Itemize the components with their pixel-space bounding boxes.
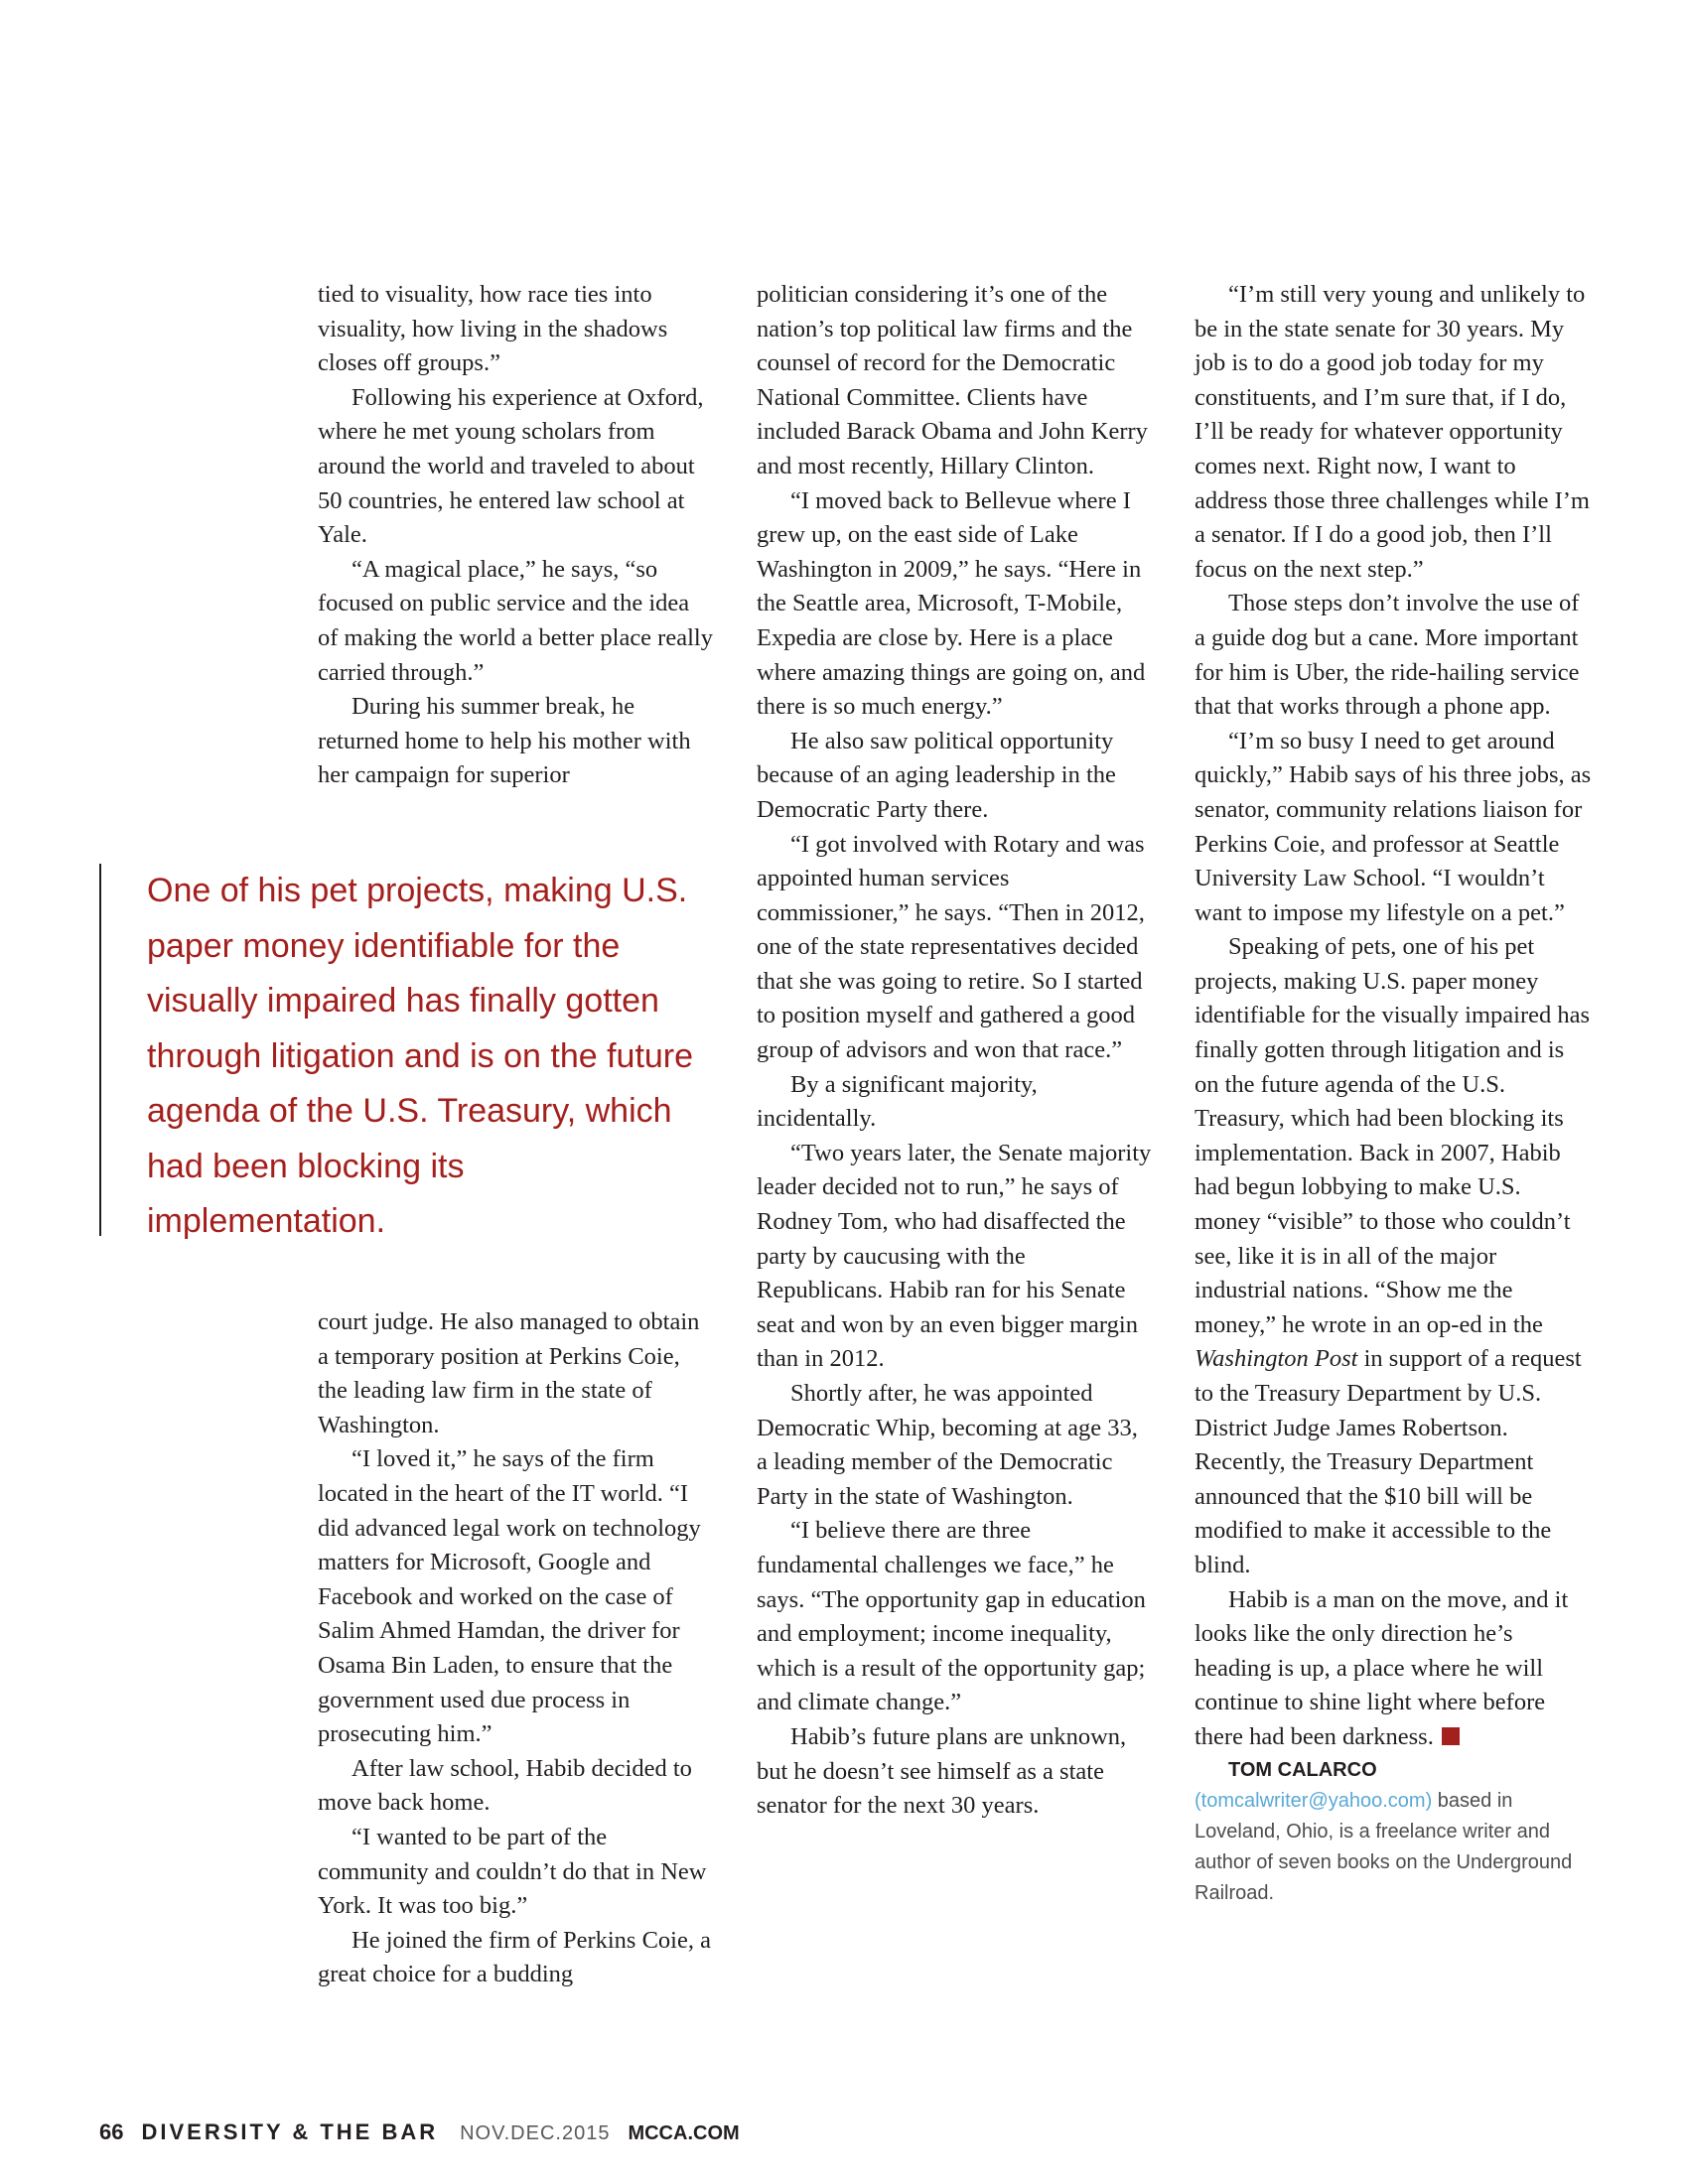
paragraph: By a significant majority, incidentally. [757,1070,1038,1133]
paragraph: “I loved it,” he says of the firm located in the heart of the IT world. “I did advanced legal work on technology matters for Microsoft, Google and Facebook and worked on the case of Salim Ahmed Hamdan, the driver for Osama Bin Laden, to ensure that the government used due process in prosecuting him.” [318,1445,701,1748]
article-column-1-top [318,278,715,793]
paragraph: “I’m so busy I need to get around quickly,” Habib says of his three jobs, as senator, community relations liaison for Perkins Coie, and professor at Seattle University Law School. “I wouldn’t want to impose my lifestyle on a pet.” [1195,727,1592,926]
paragraph-text: in support of a request to the Treasury Department by U.S. District Judge James Robertson. Recently, the Treasury Department announced that the $10 bill will be modified to make it accessible to the blind. [1195,1345,1582,1578]
author-email-link[interactable]: (tomcalwriter@yahoo.com) [1195,1789,1433,1812]
paragraph: He joined the firm of Perkins Coie, a great choice for a budding [318,1926,711,1988]
magazine-title: DIVERSITY & THE BAR [141,2119,439,2144]
paragraph: “Two years later, the Senate majority leader decided not to run,” he says of Rodney Tom, who had disaffected the party by caucusing with the Republicans. Habib ran for his Senate seat and won by an even bigger margin than in 2012. [757,1139,1152,1373]
paragraph: During his summer break, he returned home to help his mother with her campaign for superior [318,693,691,789]
paragraph: “A magical place,” he says, “so focused on public service and the idea of making the world a better place really carried through.” [318,555,713,686]
paragraph: court judge. He also managed to obtain a temporary position at Perkins Coie, the leading law firm in the state of Washington. [318,1308,700,1438]
page-footer [99,2119,740,2159]
paragraph: “I wanted to be part of the community and couldn’t do that in New York. It was too big.” [318,1823,707,1920]
paragraph [1195,1583,1592,1755]
paragraph: After law school, Habib decided to move back home. [318,1754,692,1817]
paragraph: Following his experience at Oxford, where he met young scholars from around the world and traveled to about 50 countries, he entered law school at Yale. [318,383,704,549]
article-column-1-bottom [318,1305,715,1992]
paragraph: Habib’s future plans are unknown, but he doesn’t see himself as a state senator for the next 30 years. [757,1722,1127,1820]
site-url[interactable]: MCCA.COM [628,2122,740,2144]
paragraph: “I got involved with Rotary and was appointed human services commissioner,” he says. “Then in 2012, one of the state representatives decided that she was going to retire. So I started to position myself and gathered a good group of advisors and won that race.” [757,830,1145,1064]
paragraph: “I’m still very young and unlikely to be in the state senate for 30 years. My job is to do a good job today for my constituents, and I’m sure that, if I do, I’ll be ready for whatever opportunity comes next. Right now, I want to address those three challenges while I’m a senator. If I do a good job, then I’ll focus on the next step.” [1195,281,1590,583]
pull-quote [99,864,697,1240]
end-of-article-icon [1442,1727,1460,1745]
paragraph: “I believe there are three fundamental challenges we face,” he says. “The opportunity gap in education and employment; income inequality, which is a result of the opportunity gap; and climate change.” [757,1517,1146,1716]
paragraph [1195,930,1592,1582]
paragraph: tied to visuality, how race ties into visuality, how living in the shadows closes off groups.” [318,281,668,377]
paragraph: Shortly after, he was appointed Democratic Whip, becoming at age 33, a leading member of the Democratic Party in the state of Washington. [757,1380,1138,1510]
paragraph: He also saw political opportunity because of an aging leadership in the Democratic Party there. [757,727,1116,823]
paragraph-text: Habib is a man on the move, and it looks like the only direction he’s heading is up, a place where he will continue to shine light where before there had been darkness. [1195,1585,1569,1750]
author-name: TOM CALARCO [1228,1758,1377,1781]
pull-quote-text: One of his pet projects, making U.S. paper money identifiable for the visually impaired has finally gotten through litigation and is on the future agenda of the U.S. Treasury, which had been blocking its implementation. [147,872,694,1240]
paragraph-text: Speaking of pets, one of his pet projects, making U.S. paper money identifiable for the visually impaired has finally gotten through litigation and is on the future agenda of the U.S. Treasury, which had been blocking its implementation. Back in 2007, Habib had begun lobbying to make U.S. money “visible” to those who couldn’t see, like it is in all of the major industrial nations. “Show me the money,” he wrote in an op-ed in the [1195,933,1591,1338]
publication-name: Washington Post [1195,1345,1358,1373]
paragraph: politician considering it’s one of the nation’s top political law firms and the counsel of record for the Democratic National Committee. Clients have included Barack Obama and John Kerry and most recently, Hillary Clinton. [757,281,1148,479]
issue-date: NOV.DEC.2015 [460,2122,611,2144]
paragraph: “I moved back to Bellevue where I grew up, on the east side of Lake Washington in 2009,” he says. “Here in the Seattle area, Microsoft, T-Mobile, Expedia are close by. Here is a place where amazing things are going on, and there is so much energy.” [757,486,1146,721]
paragraph: Those steps don’t involve the use of a guide dog but a cane. More important for him is Uber, the ride-hailing service that that works through a phone app. [1195,590,1580,721]
author-bio-text: based in Loveland, Ohio, is a freelance writer and author of seven books on the Underground Railroad. [1195,1789,1573,1904]
article-column-2 [757,278,1154,1824]
author-bio [1195,1755,1592,1909]
page-number: 66 [99,2119,124,2144]
article-column-3 [1195,278,1592,1909]
